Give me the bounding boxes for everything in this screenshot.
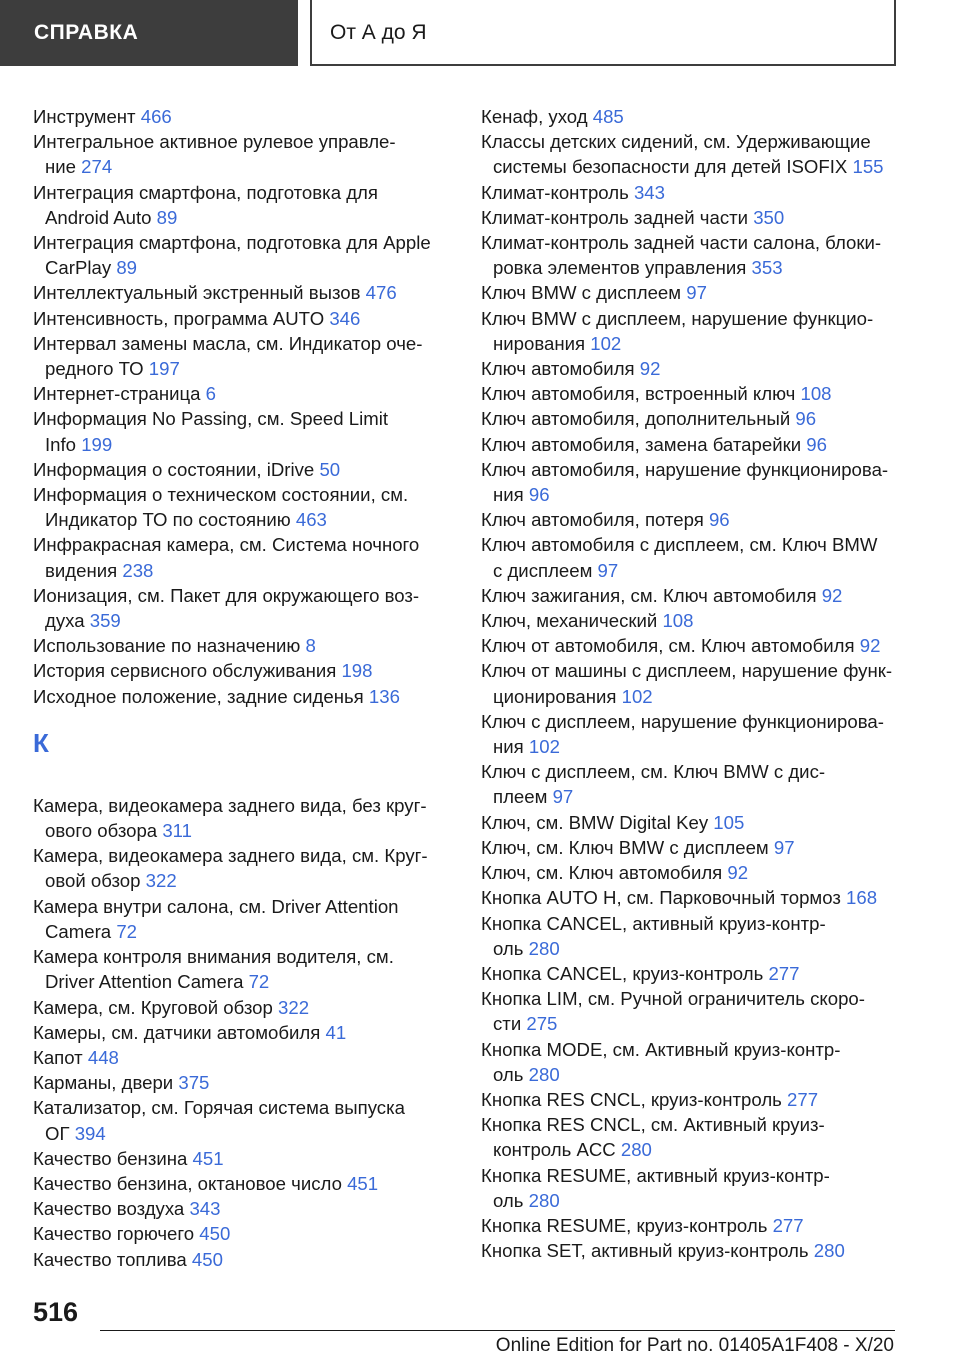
index-entry-term: Ионизация, см. Пакет для окружающего воз- духа (33, 584, 420, 632)
index-entry-term: Климат-контроль задней части (481, 206, 754, 228)
index-entry (481, 205, 901, 230)
index-page-link[interactable]: 136 (368, 685, 400, 707)
index-column-left (33, 104, 453, 1272)
index-entry-term: Капот (33, 1046, 88, 1068)
index-entry (33, 280, 453, 305)
index-entry (481, 180, 901, 205)
index-page-link[interactable]: 343 (633, 181, 665, 203)
index-entry-term: Ключ, см. Ключ BMW с дисплеем (481, 836, 774, 858)
index-entry-term: Кенаф, уход (481, 106, 593, 127)
index-entry-term: Кнопка SET, активный круиз-контроль (481, 1240, 814, 1262)
index-entry (481, 885, 901, 910)
index-page-link[interactable]: 105 (713, 811, 745, 833)
index-page-link[interactable]: 275 (526, 1013, 558, 1035)
index-entry (481, 104, 901, 129)
index-entry-term: Ключ автомобиля, дополнительный (481, 408, 796, 430)
index-entry (481, 230, 901, 280)
index-page-link[interactable]: 450 (191, 1248, 223, 1270)
index-page-link[interactable]: 96 (708, 509, 730, 531)
index-entry-term: Камера, видеокамера заднего вида, см. Круг- овой обзор (33, 845, 428, 892)
index-entry (33, 1070, 453, 1095)
index-entry (481, 381, 901, 406)
index-page-link[interactable]: 343 (189, 1198, 221, 1220)
index-entry (33, 843, 453, 893)
index-page-link[interactable]: 280 (528, 1189, 560, 1211)
footer-edition: Online Edition for Part no. 01405A1F408 - X/20 (495, 1335, 894, 1356)
index-page-link[interactable]: 353 (751, 257, 783, 279)
index-entry-term: Информация No Passing, см. Speed Limit Info (33, 408, 389, 455)
index-entry (481, 1238, 901, 1263)
index-page-link[interactable]: 97 (686, 282, 707, 304)
index-page-link[interactable]: 476 (365, 282, 397, 304)
index-page-link[interactable]: 168 (846, 887, 878, 909)
chapter-tab[interactable]: От А до Я (310, 0, 896, 66)
index-entry-term: Кнопка RES CNCL, см. Активный круиз- контроль ACC (481, 1114, 825, 1161)
index-entry-term: Качество топлива (33, 1248, 192, 1270)
index-page-link[interactable]: 155 (852, 156, 884, 178)
index-entry-term: Катализатор, см. Горячая система выпуска ОГ (33, 1097, 405, 1144)
index-page-link[interactable]: 277 (772, 1214, 804, 1236)
index-entry (33, 1095, 453, 1145)
index-page-link[interactable]: 322 (145, 870, 177, 892)
index-page-link[interactable]: 96 (795, 408, 817, 430)
index-entry (33, 944, 453, 994)
index-page-link[interactable]: 92 (727, 862, 749, 884)
index-entry (33, 1146, 453, 1171)
index-entry (33, 1171, 453, 1196)
index-entry-term: Ключ автомобиля, замена батарейки (481, 433, 807, 455)
index-page-link[interactable]: 199 (81, 433, 113, 455)
index-entry (481, 709, 901, 759)
index-entry-term: Камера, см. Круговой обзор (33, 996, 279, 1018)
index-entry (481, 356, 901, 381)
index-entry (481, 1112, 901, 1162)
index-entry-term: Качество воздуха (33, 1198, 190, 1220)
index-page-link[interactable]: 238 (122, 559, 154, 581)
index-entry-term: Использование по назначению (33, 635, 306, 657)
index-page-link[interactable]: 451 (347, 1172, 379, 1194)
index-page-link[interactable]: 359 (89, 610, 121, 632)
index-entry-term: Качество бензина, октановое число (33, 1172, 348, 1194)
index-entry-term: Информация о техническом состоянии, см. Индикатор ТО по состоянию (33, 484, 409, 531)
index-entry (481, 1037, 901, 1087)
index-entry-term: Ключ автомобиля с дисплеем, см. Ключ BMW с дисплеем (481, 534, 878, 581)
index-entry (481, 810, 901, 835)
index-entry-term: Климат-контроль (481, 181, 634, 203)
index-entry-term: Качество горючего (33, 1223, 200, 1245)
index-entry-term: Интеграция смартфона, подготовка для Apple CarPlay (33, 232, 431, 279)
index-entry-term: Ключ, см. BMW Digital Key (481, 811, 714, 833)
index-page-link[interactable]: 466 (140, 106, 172, 127)
index-page-link[interactable]: 72 (116, 920, 137, 942)
index-entry-term: Ключ автомобиля (481, 358, 640, 380)
index-entry (481, 633, 901, 658)
index-entry (33, 381, 453, 406)
index-entry (481, 280, 901, 305)
index-entry (33, 104, 453, 129)
index-page-link[interactable]: 6 (205, 383, 216, 405)
index-entry (33, 793, 453, 843)
index-entry-term: Ключ с дисплеем, см. Ключ BMW с дис- плеем (481, 761, 826, 808)
index-entry (481, 306, 901, 356)
index-entry (33, 230, 453, 280)
index-page-link[interactable]: 350 (753, 206, 785, 228)
index-entry (33, 457, 453, 482)
index-page-link[interactable]: 50 (319, 458, 341, 480)
index-entry (33, 1020, 453, 1045)
index-page-link[interactable]: 97 (552, 786, 574, 808)
index-entry (33, 894, 453, 944)
index-entry-term: Кнопка CANCEL, круиз-контроль (481, 962, 769, 984)
index-page-link[interactable]: 485 (592, 106, 624, 127)
index-entry-term: Ключ автомобиля, нарушение функционирова- ния (481, 458, 889, 506)
index-page-link[interactable]: 97 (773, 836, 795, 858)
index-page-link[interactable]: 280 (813, 1240, 845, 1262)
index-entry (481, 986, 901, 1036)
index-page-link[interactable]: 8 (305, 635, 316, 657)
index-page-link[interactable]: 41 (325, 1021, 347, 1043)
index-entry (33, 658, 453, 683)
index-page-link[interactable]: 89 (116, 257, 137, 279)
index-entry-term: Интеграция смартфона, подготовка для Android Auto (33, 181, 378, 228)
index-entry-term: Ключ от машины с дисплеем, нарушение функ- ционирования (481, 660, 893, 707)
index-entry-term: Информация о состоянии, iDrive (33, 458, 320, 480)
index-entry (33, 995, 453, 1020)
index-page-link[interactable]: 102 (528, 736, 560, 758)
index-entry (481, 961, 901, 986)
index-entry (481, 835, 901, 860)
index-column-right (481, 104, 901, 1263)
section-tab[interactable]: СПРАВКА (0, 0, 298, 66)
index-entry (33, 583, 453, 633)
index-entry (33, 1221, 453, 1246)
index-entry-term: Исходное положение, задние сиденья (33, 685, 369, 707)
index-page-link[interactable]: 102 (590, 332, 622, 354)
index-page-link[interactable]: 197 (148, 358, 180, 380)
index-page-link[interactable]: 274 (81, 156, 113, 178)
index-page-link[interactable]: 375 (178, 1072, 210, 1094)
index-entry (481, 583, 901, 608)
index-entry (33, 129, 453, 179)
index-entry (481, 1213, 901, 1238)
index-entry-term: Интернет-страница (33, 383, 206, 405)
index-page-link[interactable]: 89 (156, 206, 178, 228)
index-entry-term: Кнопка AUTO H, см. Парковочный тормоз (481, 887, 847, 909)
index-page-link[interactable]: 311 (162, 820, 192, 842)
index-entry-term: Интервал замены масла, см. Индикатор оче- редного ТО (33, 332, 423, 380)
index-page-link[interactable]: 108 (800, 383, 832, 405)
index-entry-term: Ключ от автомобиля, см. Ключ автомобиля (481, 635, 860, 657)
index-entry (33, 532, 453, 582)
index-page-link[interactable]: 450 (199, 1223, 231, 1245)
index-page-link[interactable]: 451 (192, 1147, 224, 1169)
index-entry-term: Камера внутри салона, см. Driver Attention Camera (33, 895, 399, 942)
index-entry-term: Камера контроля внимания водителя, см. Driver Attention Camera (33, 946, 394, 993)
index-entry-term: Кнопка RES CNCL, круиз-контроль (481, 1088, 788, 1110)
index-page-link[interactable]: 72 (248, 971, 270, 993)
index-entry-term: Камеры, см. датчики автомобиля (33, 1021, 326, 1043)
index-page-link[interactable]: 92 (821, 584, 843, 606)
index-page-link[interactable]: 102 (621, 685, 653, 707)
index-entry-term: Карманы, двери (33, 1072, 179, 1094)
index-page-link[interactable]: 322 (278, 996, 310, 1018)
index-entry (481, 860, 901, 885)
index-page-link[interactable]: 280 (528, 1063, 560, 1085)
index-entry (481, 1087, 901, 1112)
index-entry-term: Ключ BMW с дисплеем (481, 282, 687, 304)
index-page-link[interactable]: 280 (528, 937, 560, 959)
index-page-link[interactable]: 96 (806, 433, 827, 455)
index-entry-term: Ключ с дисплеем, нарушение функционирова- ния (481, 710, 884, 758)
index-entry (33, 633, 453, 658)
index-page-link[interactable]: 92 (859, 635, 881, 657)
index-page-link[interactable]: 96 (528, 484, 550, 506)
index-entry (33, 482, 453, 532)
index-entry (481, 759, 901, 809)
index-entry-term: Кнопка LIM, см. Ручной ограничитель скоро- сти (481, 988, 865, 1035)
index-entry (33, 1045, 453, 1070)
index-entry-term: Ключ автомобиля, потеря (481, 509, 709, 531)
index-entry (481, 608, 901, 633)
index-entry (481, 406, 901, 431)
index-entry-term: Кнопка RESUME, активный круиз-контр- оль (481, 1164, 830, 1211)
index-entry-term: Камера, видеокамера заднего вида, без круг- ового обзора (33, 794, 427, 842)
index-entry (33, 306, 453, 331)
index-page-link[interactable]: 97 (597, 559, 619, 581)
index-page-link[interactable]: 277 (787, 1088, 819, 1110)
index-entry (481, 911, 901, 961)
index-entry (481, 457, 901, 507)
index-entry-term: Инструмент (33, 106, 141, 127)
index-entry (33, 1196, 453, 1221)
index-entry (33, 684, 453, 709)
index-entry-term: Ключ, см. Ключ автомобиля (481, 862, 728, 884)
index-entry-term: История сервисного обслуживания (33, 660, 342, 682)
index-letter-heading: К (33, 727, 49, 758)
index-entry (33, 180, 453, 230)
index-entry-term: Инфракрасная камера, см. Система ночного видения (33, 534, 420, 581)
index-entry (481, 532, 901, 582)
index-entry (481, 129, 901, 179)
index-page-link[interactable]: 198 (341, 660, 373, 682)
index-entry (33, 1247, 453, 1272)
index-entry-term: Ключ зажигания, см. Ключ автомобиля (481, 584, 822, 606)
index-entry-term: Интеллектуальный экстренный вызов (33, 282, 366, 304)
index-page-link[interactable]: 463 (295, 509, 327, 531)
index-entry (481, 658, 901, 708)
index-entry-term: Интегральное активное рулевое управле- ние (33, 131, 396, 178)
index-entry-term: Ключ автомобиля, встроенный ключ (481, 383, 801, 405)
index-page-link[interactable]: 394 (74, 1122, 106, 1144)
index-entry-term: Ключ, механический (481, 610, 663, 632)
footer-divider (100, 1330, 895, 1331)
index-page-link[interactable]: 108 (662, 610, 694, 632)
index-entry (33, 406, 453, 456)
index-page-link[interactable]: 280 (620, 1139, 652, 1161)
index-page-link[interactable]: 92 (639, 358, 661, 380)
index-entry (481, 432, 901, 457)
index-entry-term: Кнопка CANCEL, активный круиз-контр- оль (481, 912, 826, 959)
index-entry (481, 507, 901, 532)
index-entry-term: Качество бензина (33, 1147, 193, 1169)
page-header (0, 0, 960, 66)
index-entry-term: Интенсивность, программа AUTO (33, 307, 330, 329)
index-page-link[interactable]: 277 (768, 962, 800, 984)
index-entry-term: Классы детских сидений, см. Удерживающие системы безопасности для детей ISOFIX (481, 131, 871, 178)
index-page-link[interactable]: 346 (329, 307, 361, 329)
index-entry-term: Ключ BMW с дисплеем, нарушение функцио- нирования (481, 307, 874, 354)
index-entry (33, 331, 453, 381)
index-entry-term: Кнопка RESUME, круиз-контроль (481, 1214, 773, 1236)
index-entry-term: Климат-контроль задней части салона, блоки- ровка элементов управления (481, 232, 882, 279)
index-entry (481, 1163, 901, 1213)
index-page-link[interactable]: 448 (87, 1046, 119, 1068)
index-entry-term: Кнопка MODE, см. Активный круиз-контр- оль (481, 1038, 841, 1085)
page-number: 516 (33, 1297, 79, 1327)
